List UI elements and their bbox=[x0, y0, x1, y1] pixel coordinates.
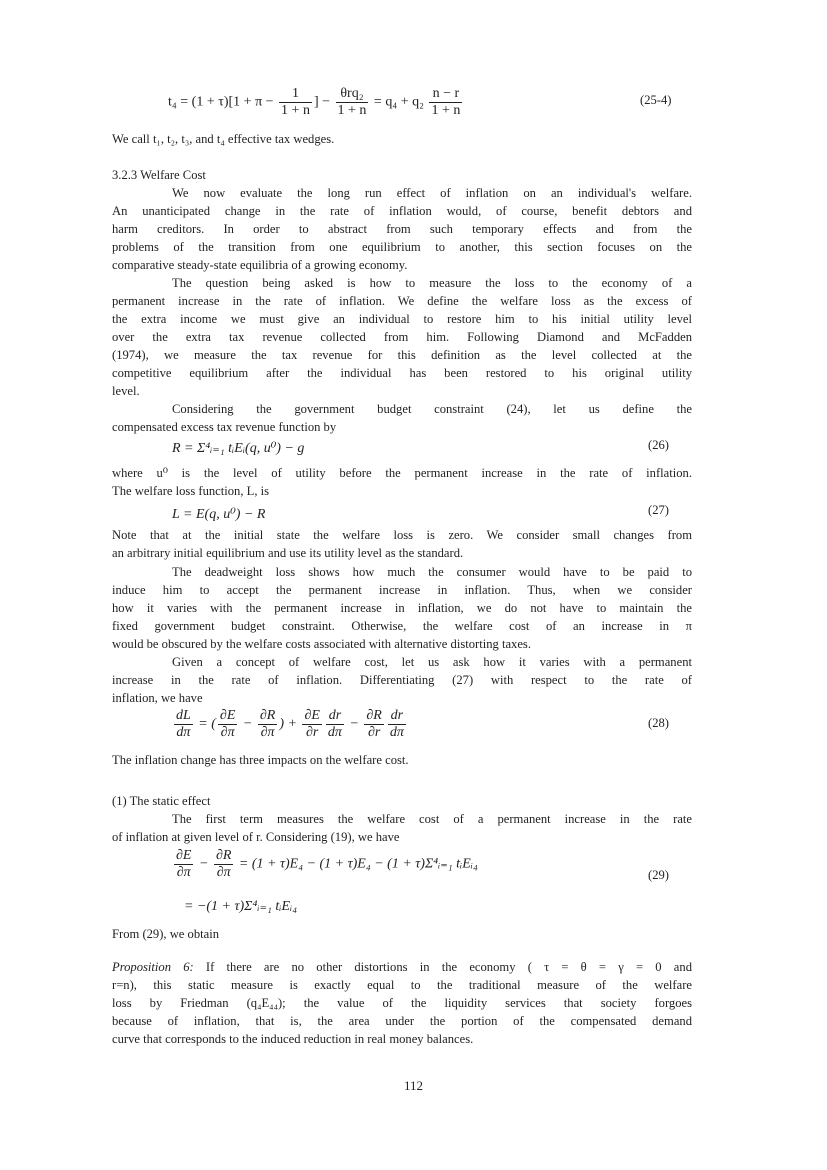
paragraph-line: how it varies with the permanent increase in inflation, we do not have to maintain the bbox=[112, 601, 692, 615]
paragraph-line: fixed government budget constraint. Otherwise, the welfare cost of an increase in π bbox=[112, 619, 692, 633]
paragraph-line: loss by Friedman (q₄E₄₄); the value of the liquidity services that society forgoes bbox=[112, 996, 692, 1010]
equation-25-4: t₄ = (1 + τ)[1 + π − $\frac{1}{1 + n}$ ] − $\frac{\text{θrq₂}}{1 + n}$ = q₄ + q₂ $\frac{n - r}{1 + n}$ bbox=[168, 86, 461, 118]
paragraph-line: Given a concept of welfare cost, let us ask how it varies with a permanent bbox=[172, 655, 692, 669]
equation-number-25-4: (25-4) bbox=[640, 93, 672, 107]
paragraph-line: The first term measures the welfare cost of a permanent increase in the rate bbox=[172, 812, 692, 826]
paragraph-line: problems of the transition from one equilibrium to another, this section focuses on the bbox=[112, 240, 692, 254]
paragraph-line: comparative steady-state equilibria of a growing economy. bbox=[112, 258, 408, 272]
paragraph-line: harm creditors. In order to abstract from such temporary effects and from the bbox=[112, 222, 692, 236]
equation-29-line1: $\frac{\partial E}{\partial\pi}$ − $\frac{\partial R}{\partial\pi}$ = (1 + τ)E₄ − (1 + τ)E₄ − (1 + τ)Σ⁴ᵢ₌₁ tᵢEᵢ₄ bbox=[176, 848, 478, 880]
paragraph-line: We call t₁, t₂, t₃, and t₄ effective tax wedges. bbox=[112, 132, 335, 146]
page-number: 112 bbox=[403, 1078, 424, 1093]
equation-27: L = E(q, u⁰) − R bbox=[172, 507, 266, 522]
paragraph-line: Note that at the initial state the welfare loss is zero. We consider small changes from bbox=[112, 528, 692, 542]
equation-number-27: (27) bbox=[648, 503, 669, 517]
paragraph-line: of inflation at given level of r. Considering (19), we have bbox=[112, 830, 400, 844]
proposition-label: Proposition 6: bbox=[112, 960, 194, 974]
paragraph-line: induce him to accept the permanent increase in inflation. Thus, when we consider bbox=[112, 583, 692, 597]
paragraph-line: where u⁰ is the level of utility before the permanent increase in the rate of inflation. bbox=[112, 466, 692, 480]
equation-29-line2: = −(1 + τ)Σ⁴ᵢ₌₁ tᵢEᵢ₄ bbox=[184, 899, 298, 914]
paragraph-line: Considering the government budget constraint (24), let us define the bbox=[172, 402, 692, 416]
paragraph-line: curve that corresponds to the induced reduction in real money balances. bbox=[112, 1032, 474, 1046]
equation-number-26: (26) bbox=[648, 438, 669, 452]
paragraph-line: an arbitrary initial equilibrium and use its utility level as the standard. bbox=[112, 546, 464, 560]
equation-26: R = Σ⁴ᵢ₌₁ tᵢEᵢ(q, u⁰) − g bbox=[172, 441, 305, 456]
eq-25-4-frac3: $\frac{n - r}{1 + n}$ bbox=[431, 86, 461, 118]
equation-number-28: (28) bbox=[648, 716, 669, 730]
paragraph-line: would be obscured by the welfare costs associated with alternative distorting taxes. bbox=[112, 637, 531, 651]
paragraph-line: From (29), we obtain bbox=[112, 927, 220, 941]
paragraph-line: because of inflation, that is, the area under the portion of the compensated demand bbox=[112, 1014, 692, 1028]
paragraph-line: over the extra tax revenue collected from him. Following Diamond and McFadden bbox=[112, 330, 692, 344]
eq-25-4-frac2: $\frac{\text{θrq₂}}{1 + n}$ bbox=[337, 86, 367, 118]
paragraph-line: The inflation change has three impacts on the welfare cost. bbox=[112, 753, 409, 767]
paragraph-line: compensated excess tax revenue function by bbox=[112, 420, 337, 434]
paragraph-line: The deadweight loss shows how much the consumer would have to be paid to bbox=[172, 565, 692, 579]
equation-number-29: (29) bbox=[648, 868, 669, 882]
section-heading: 3.2.3 Welfare Cost bbox=[112, 168, 206, 182]
paragraph-line: r=n), this static measure is exactly equal to the traditional measure of the welfare bbox=[112, 978, 692, 992]
paragraph-line: (1974), we measure the tax revenue for this definition as the level collected at the bbox=[112, 348, 692, 362]
paragraph-line: level. bbox=[112, 384, 140, 398]
subsection-heading: (1) The static effect bbox=[112, 794, 211, 808]
paragraph-line: The welfare loss function, L, is bbox=[112, 484, 270, 498]
proposition-line: Proposition 6: If there are no other distortions in the economy ( τ = θ = γ = 0 and bbox=[112, 960, 692, 974]
paragraph-line: the extra income we must give an individual to restore him to his initial utility level bbox=[112, 312, 692, 326]
eq-25-4-lhs: t₄ = (1 + τ)[1 + π − bbox=[168, 94, 278, 110]
paragraph-line: We now evaluate the long run effect of inflation on an individual's welfare. bbox=[172, 186, 692, 200]
paragraph-line: increase in the rate of inflation. Differentiating (27) with respect to the rate of bbox=[112, 673, 692, 687]
paragraph-line: competitive equilibrium after the individual has been restored to his original utility bbox=[112, 366, 692, 380]
equation-28: $\frac{dL}{d\pi}$ = ( $\frac{\partial E}{\partial\pi}$ − $\frac{\partial R}{\partial\pi}$ ) + $\frac{\partial E}{\partial r}$ $\frac{dr}{d\pi}$ − $\frac{\partial R}{\partial r}$ $\frac{dr}{d\pi}$ bbox=[176, 708, 404, 740]
paragraph-line: inflation, we have bbox=[112, 691, 203, 705]
paragraph-line: The question being asked is how to measure the loss to the economy of a bbox=[172, 276, 692, 290]
paragraph-line: permanent increase in the rate of inflation. We define the welfare loss as the excess of bbox=[112, 294, 692, 308]
eq-25-4-frac1: $\frac{1}{1 + n}$ bbox=[281, 86, 310, 118]
paragraph-line: An unanticipated change in the rate of inflation would, of course, benefit debtors and bbox=[112, 204, 692, 218]
